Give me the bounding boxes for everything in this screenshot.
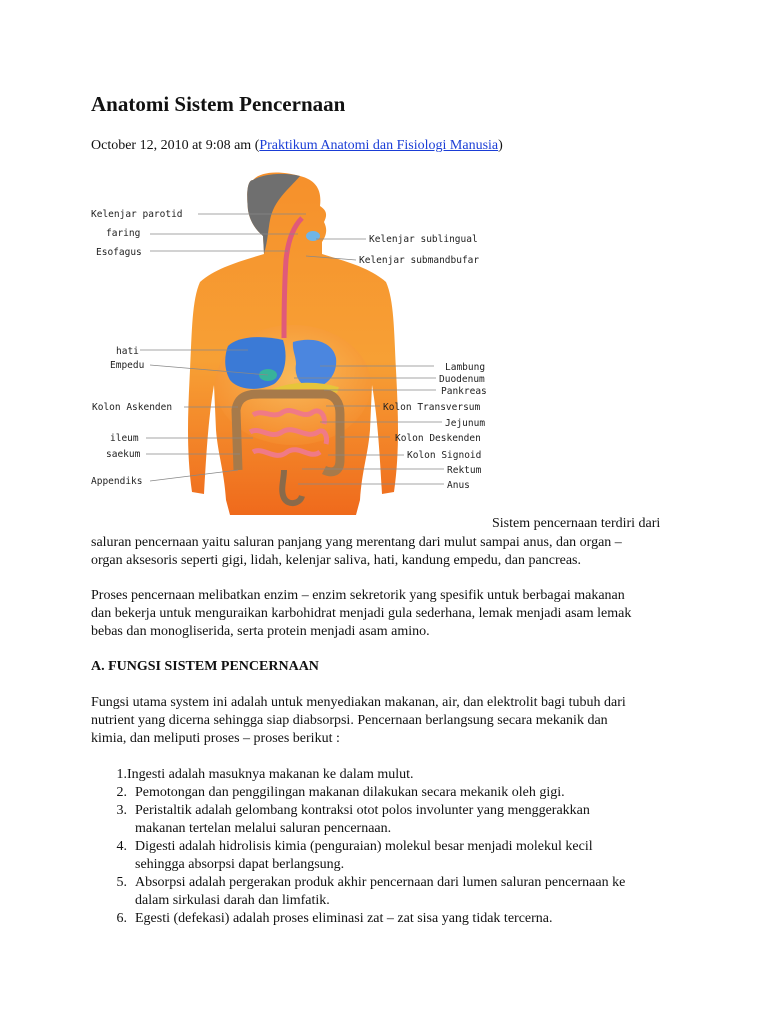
liver-shape — [225, 337, 285, 389]
post-meta — [91, 138, 503, 154]
digestive-system-diagram — [88, 170, 498, 515]
list-item-number: 1. — [116, 767, 127, 782]
label-kolon-transversum: Kolon Transversum — [383, 402, 481, 413]
label-esofagus: Esofagus — [96, 247, 142, 258]
list-item-number: 2. — [116, 785, 127, 800]
label-lambung: Lambung — [445, 362, 486, 373]
open-paren: ( — [254, 138, 260, 153]
label-kelenjar-sublingual: Kelenjar sublingual — [369, 234, 478, 245]
para2-line-1: Proses pencernaan melibatkan enzim – enzim sekretorik yang spesifik untuk berbagai makanan — [91, 588, 625, 603]
salivary-gland-shape — [306, 231, 320, 241]
list-item — [91, 910, 691, 928]
label-kolon-deskenden: Kolon Deskenden — [395, 433, 481, 444]
list-item-text-cont: makanan tertelan melalui saluran pencernaan. — [135, 821, 392, 836]
list-item-text: Digesti adalah hidrolisis kimia (penguraian) molekul besar menjadi molekul kecil — [135, 839, 593, 854]
list-item-text: Egesti (defekasi) adalah proses eliminasi zat – zat sisa yang tidak tercerna. — [135, 911, 553, 926]
para3-line-3: kimia, dan meliputi proses – proses berikut : — [91, 731, 340, 746]
label-hati: hati — [116, 346, 139, 357]
list-item-text: Peristaltik adalah gelombang kontraksi otot polos involunter yang menggerakkan — [135, 803, 590, 818]
list-item-number: 6. — [116, 911, 127, 926]
label-kolon-askenden: Kolon Askenden — [92, 402, 173, 413]
label-pankreas: Pankreas — [441, 386, 487, 397]
label-anus: Anus — [447, 480, 470, 491]
label-duodenum: Duodenum — [439, 374, 485, 385]
label-faring: faring — [106, 228, 141, 239]
list-item — [91, 784, 691, 802]
intro-lead-text: Sistem pencernaan terdiri dari — [492, 516, 661, 531]
list-item-text-cont: dalam sirkulasi darah dan limfatik. — [135, 893, 330, 908]
list-item-text: Ingesti adalah masuknya makanan ke dalam mulut. — [127, 767, 414, 782]
list-item — [91, 802, 691, 838]
close-paren: ) — [498, 138, 503, 153]
label-kolon-signoid: Kolon Signoid — [407, 450, 482, 461]
list-item-text: Absorpsi adalah pergerakan produk akhir pencernaan dari lumen saluran pencernaan ke — [135, 875, 626, 890]
list-item-number: 3. — [116, 803, 127, 818]
process-steps-list — [91, 766, 691, 928]
list-item — [91, 874, 691, 910]
label-empedu: Empedu — [110, 360, 145, 371]
label-kelenjar-parotid: Kelenjar parotid — [91, 209, 183, 220]
list-item-text-cont: sehingga absorpsi dapat berlangsung. — [135, 857, 345, 872]
intro-line-1: saluran pencernaan yaitu saluran panjang yang merentang dari mulut sampai anus, dan organ – — [91, 535, 622, 550]
para2-line-3: bebas dan monogliserida, serta protein menjadi asam amino. — [91, 624, 430, 639]
label-ileum: ileum — [110, 433, 139, 444]
label-appendiks: Appendiks — [91, 476, 143, 487]
post-date: October 12, 2010 at 9:08 am — [91, 138, 252, 153]
list-item-number: 4. — [116, 839, 127, 854]
para3-line-1: Fungsi utama system ini adalah untuk menyediakan makanan, air, dan elektrolit bagi tubuh dari — [91, 695, 626, 710]
list-item — [91, 766, 691, 784]
section-heading-fungsi: A. FUNGSI SISTEM PENCERNAAN — [91, 659, 319, 674]
label-rektum: Rektum — [447, 465, 482, 476]
page-title: Anatomi Sistem Pencernaan — [91, 92, 346, 116]
para3-line-2: nutrient yang dicerna sehingga siap diabsorpsi. Pencernaan berlangsung secara mekanik dan — [91, 713, 608, 728]
label-jejunum: Jejunum — [445, 418, 486, 429]
list-item-number: 5. — [116, 875, 127, 890]
category-link[interactable]: Praktikum Anatomi dan Fisiologi Manusia — [259, 138, 499, 153]
label-kelenjar-submandbufar: Kelenjar submandbufar — [359, 255, 480, 266]
list-item-text: Pemotongan dan penggilingan makanan dilakukan secara mekanik oleh gigi. — [135, 785, 565, 800]
para2-line-2: dan bekerja untuk menguraikan karbohidrat menjadi gula sederhana, lemak menjadi asam lemak — [91, 606, 632, 621]
label-saekum: saekum — [106, 449, 141, 460]
intro-line-2: organ aksesoris seperti gigi, lidah, kelenjar saliva, hati, kandung empedu, dan pancreas. — [91, 553, 581, 568]
list-item — [91, 838, 691, 874]
